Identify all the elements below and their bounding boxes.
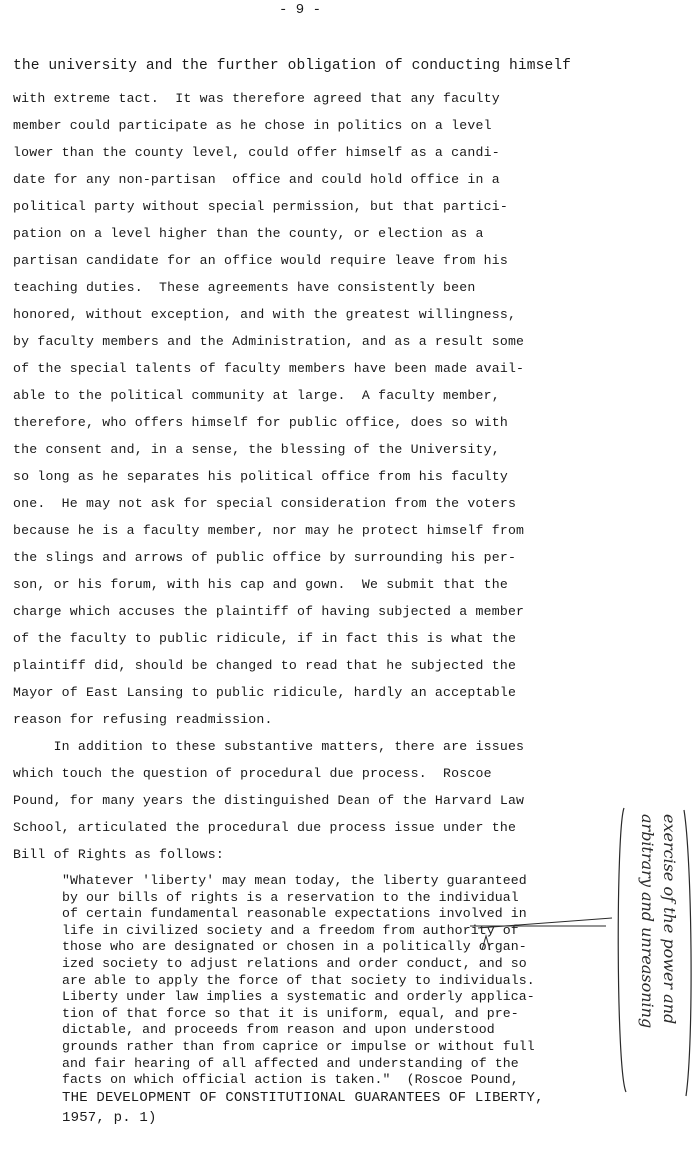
citation-line: THE DEVELOPMENT OF CONSTITUTIONAL GUARANTEES OF LIBERTY, xyxy=(62,1090,544,1106)
body-line: Bill of Rights as follows: xyxy=(13,847,224,862)
body-line: teaching duties. These agreements have consistently been xyxy=(13,280,476,295)
quote-line: Liberty under law implies a systematic and orderly applica- xyxy=(62,989,535,1005)
body-line: plaintiff did, should be changed to read that he subjected the xyxy=(13,658,517,673)
handwritten-annotation xyxy=(612,800,696,1100)
quote-line: life in civilized society and a freedom from authority of xyxy=(62,922,519,938)
body-line: so long as he separates his political office from his faculty xyxy=(13,469,508,484)
handwritten-line-2: exercise of the power and xyxy=(660,814,679,1025)
quote-line: and fair hearing of all affected and understanding of the xyxy=(62,1055,519,1071)
body-line: date for any non-partisan office and could hold office in a xyxy=(13,172,500,187)
body-line: pation on a level higher than the county, or election as a xyxy=(13,226,484,241)
quote-line: facts on which official action is taken." (Roscoe Pound, xyxy=(62,1072,519,1088)
quote-line: by our bills of rights is a reservation to the individual xyxy=(62,889,519,905)
quote-line: "Whatever 'liberty' may mean today, the liberty guaranteed xyxy=(62,873,527,888)
body-line: of the faculty to public ridicule, if in fact this is what the xyxy=(13,631,517,646)
body-line: member could participate as he chose in politics on a level xyxy=(13,118,492,133)
handwritten-line-1: arbitrary and unreasoning xyxy=(638,814,657,1029)
body-line: because he is a faculty member, nor may he protect himself from xyxy=(13,523,525,538)
body-line: charge which accuses the plaintiff of having subjected a member xyxy=(13,604,525,619)
body-line: Pound, for many years the distinguished Dean of the Harvard Law xyxy=(13,793,525,808)
body-line: the consent and, in a sense, the blessing of the University, xyxy=(13,442,500,457)
page-number: - 9 - xyxy=(278,2,321,18)
body-line: the university and the further obligation of conducting himself xyxy=(13,58,572,74)
body-line: one. He may not ask for special consideration from the voters xyxy=(13,496,517,511)
quote-line: those who are designated or chosen in a politically organ- xyxy=(62,939,527,955)
body-line: School, articulated the procedural due process issue under the xyxy=(13,820,517,835)
citation-line: 1957, p. 1) xyxy=(62,1110,157,1126)
quote-line: ized society to adjust relations and order conduct, and so xyxy=(62,956,527,971)
body-line: son, or his forum, with his cap and gown. We submit that the xyxy=(13,577,508,592)
body-line: the slings and arrows of public office by surrounding his per- xyxy=(13,550,517,565)
quote-line: grounds rather than from caprice or impulse or without full xyxy=(62,1039,535,1054)
body-line: reason for refusing readmission. xyxy=(13,712,273,727)
body-line: with extreme tact. It was therefore agreed that any faculty xyxy=(13,91,500,106)
body-line: honored, without exception, and with the greatest willingness, xyxy=(13,307,517,322)
body-line: of the special talents of faculty members have been made avail- xyxy=(13,361,525,376)
body-line: able to the political community at large. A faculty member, xyxy=(13,388,500,403)
body-line: lower than the county level, could offer himself as a candi- xyxy=(13,145,500,160)
body-line: In addition to these substantive matters, there are issues xyxy=(13,739,525,754)
body-line: partisan candidate for an office would require leave from his xyxy=(13,253,508,268)
quote-line: of certain fundamental reasonable expectations involved in xyxy=(62,906,527,922)
body-line: which touch the question of procedural due process. Roscoe xyxy=(13,766,492,781)
body-line: Mayor of East Lansing to public ridicule, hardly an acceptable xyxy=(13,685,517,700)
quote-line: tion of that force so that it is uniform, equal, and pre- xyxy=(62,1005,519,1021)
quote-line: are able to apply the force of that society to individuals. xyxy=(62,972,535,988)
quote-line: dictable, and proceeds from reason and upon understood xyxy=(62,1022,495,1038)
body-line: by faculty members and the Administration, and as a result some xyxy=(13,334,525,349)
body-line: political party without special permission, but that partici- xyxy=(13,199,508,214)
body-line: therefore, who offers himself for public office, does so with xyxy=(13,415,508,430)
